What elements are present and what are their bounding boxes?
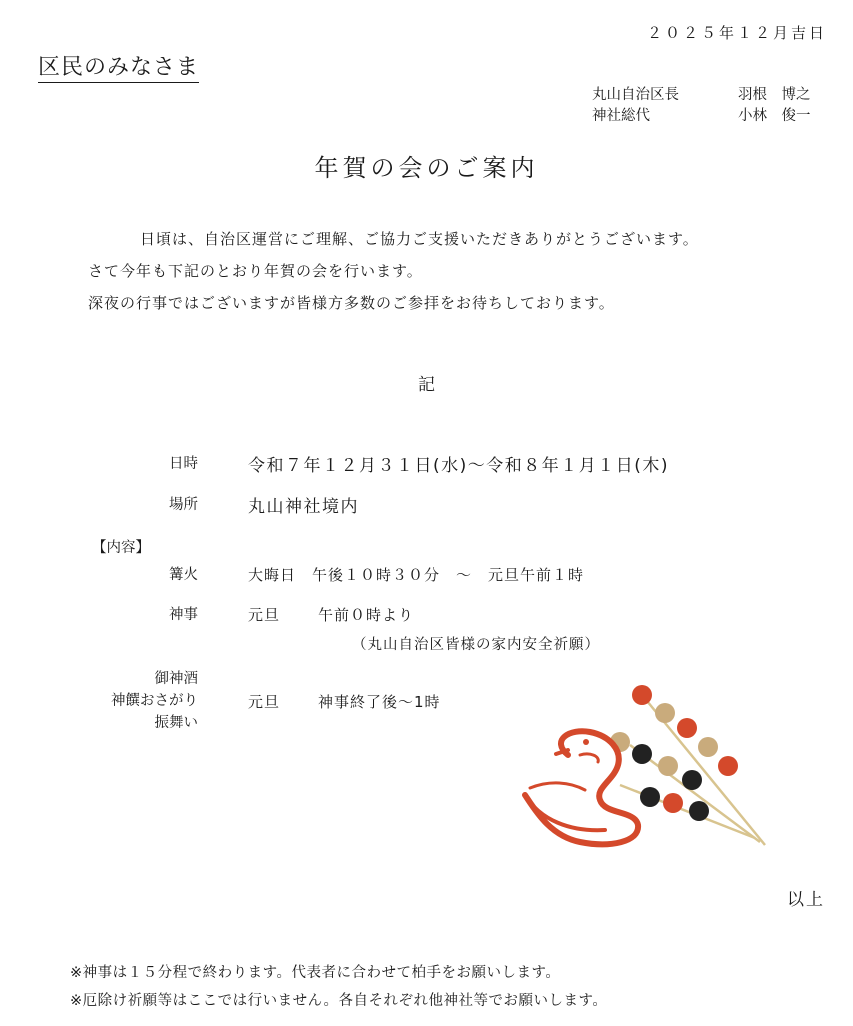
closing-ijou: 以上 [787, 890, 825, 910]
sender-name-2: 小林 俊一 [738, 108, 811, 124]
sender-name-1: 羽根 博之 [738, 87, 811, 103]
place-label: 場所 [169, 497, 198, 513]
duck-and-dango-icon [510, 670, 780, 870]
content-header: 【内容】 [92, 540, 150, 556]
ki-heading: 記 [418, 375, 435, 395]
note-1: ※神事は１５分程で終わります。代表者に合わせて柏手をお願いします。 [70, 965, 561, 981]
document-date: ２０２５年１２月吉日 [646, 24, 827, 42]
shinji-time: 午前０時より [318, 606, 415, 624]
omiki-day: 元旦 [248, 693, 281, 711]
note-2: ※厄除け祈願等はここでは行いません。各自それぞれ他神社等でお願いします。 [70, 993, 608, 1009]
document-title: 年賀の会のご案内 [314, 154, 539, 182]
body-line-3: 深夜の行事ではございますが皆様方多数のご参拝をお待ちしております。 [88, 294, 615, 312]
body-line-1: 日頃は、自治区運営にご理解、ご協力ご支援いただきありがとうございます。 [140, 230, 699, 248]
place-value: 丸山神社境内 [248, 497, 359, 517]
omiki-label-1: 御神酒 [154, 671, 198, 687]
sender-title-1: 丸山自治区長 [592, 87, 679, 103]
omiki-time: 神事終了後～1時 [318, 693, 441, 711]
body-line-2: さて今年も下記のとおり年賀の会を行います。 [88, 262, 423, 280]
omiki-label-3: 振舞い [154, 715, 198, 731]
shinji-label: 神事 [169, 607, 198, 623]
datetime-value: 令和７年１２月３１日(水)～令和８年１月１日(木) [248, 456, 670, 476]
bonfire-label: 篝火 [169, 567, 198, 583]
shinji-day: 元旦 [248, 606, 281, 624]
datetime-label: 日時 [169, 456, 198, 472]
shinji-note: （丸山自治区皆様の家内安全祈願） [352, 637, 600, 653]
omiki-label-2: 神饌おさがり [111, 693, 198, 709]
sender-title-2: 神社総代 [592, 108, 650, 124]
bonfire-value: 大晦日 午後１０時３０分 ～ 元旦午前１時 [248, 566, 585, 584]
addressee: 区民のみなさま [38, 54, 199, 83]
